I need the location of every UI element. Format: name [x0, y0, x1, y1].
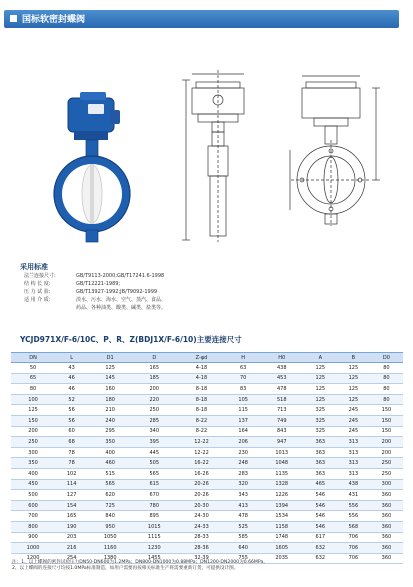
table-cell: 518 — [260, 394, 304, 405]
table-cell: 102 — [55, 468, 88, 479]
table-cell: 725 — [88, 500, 132, 511]
table-cell: 125 — [337, 373, 370, 384]
table-cell: 478 — [227, 511, 260, 522]
table-cell: 245 — [337, 415, 370, 426]
table-cell: 1013 — [260, 447, 304, 458]
table-cell: 1048 — [260, 458, 304, 469]
table-cell: 20-26 — [176, 490, 226, 501]
table-cell: 640 — [227, 543, 260, 554]
standards-title: 采用标准 — [20, 263, 48, 271]
table-cell: 165 — [55, 511, 88, 522]
table-cell: 343 — [227, 490, 260, 501]
table-cell: 600 — [11, 500, 55, 511]
table-cell: 395 — [132, 437, 176, 448]
table-cell: 245 — [337, 405, 370, 416]
table-cell: 63 — [227, 363, 260, 374]
table-cell: 105 — [227, 394, 260, 405]
table-cell: 1135 — [260, 468, 304, 479]
standard-label: 适 用 介 质: — [24, 297, 51, 303]
table-cell: 320 — [227, 479, 260, 490]
table-cell: 400 — [88, 447, 132, 458]
table-cell: 245 — [337, 426, 370, 437]
valve-photo — [40, 70, 170, 260]
table-cell: 438 — [337, 479, 370, 490]
table-row — [11, 437, 403, 448]
table-cell: 216 — [55, 543, 88, 554]
table-cell: 137 — [227, 415, 260, 426]
table-cell: 515 — [88, 468, 132, 479]
table-cell: 300 — [11, 447, 55, 458]
table-cell: 450 — [11, 479, 55, 490]
table-cell: 585 — [227, 532, 260, 543]
table-cell: 56 — [55, 415, 88, 426]
table-cell: 460 — [88, 458, 132, 469]
table-cell: 438 — [260, 363, 304, 374]
table-cell: 43 — [55, 363, 88, 374]
table-cell: 632 — [304, 553, 337, 564]
table-row — [11, 500, 403, 511]
table-cell: 125 — [337, 384, 370, 395]
table-cell: 1230 — [132, 543, 176, 554]
table-cell: 24-33 — [176, 521, 226, 532]
standard-value: 淡水、污水、海水、空气、蒸汽、食品、 — [76, 297, 167, 303]
table-cell: 165 — [132, 363, 176, 374]
table-row — [11, 468, 403, 479]
table-cell: 56 — [55, 405, 88, 416]
table-cell: 546 — [304, 500, 337, 511]
table-cell: 248 — [227, 458, 260, 469]
table-cell: 363 — [304, 437, 337, 448]
standard-row — [24, 280, 384, 288]
table-cell: 8-18 — [176, 384, 226, 395]
table-cell: 546 — [304, 511, 337, 522]
table-cell: 125 — [337, 363, 370, 374]
standard-row — [24, 288, 384, 296]
table-cell: 465 — [304, 479, 337, 490]
table-cell: 1200 — [11, 553, 55, 564]
table-cell: 80 — [370, 373, 403, 384]
table-cell: 413 — [227, 500, 260, 511]
table-cell: 1455 — [132, 553, 176, 564]
table-cell: 24-30 — [176, 511, 226, 522]
standard-label — [24, 304, 76, 312]
table-cell: 1115 — [132, 532, 176, 543]
table-cell: 80 — [370, 394, 403, 405]
title-marker-icon — [10, 15, 17, 22]
table-cell: 240 — [88, 415, 132, 426]
dimension-drawing — [172, 50, 407, 250]
table-cell: 840 — [88, 511, 132, 522]
table-cell: 360 — [370, 543, 403, 554]
table-row — [11, 490, 403, 501]
table-row — [11, 511, 403, 522]
table-cell: 16-26 — [176, 468, 226, 479]
table-cell: 1050 — [88, 532, 132, 543]
table-cell: 1226 — [260, 490, 304, 501]
table-row — [11, 415, 403, 426]
table-cell: 65 — [11, 373, 55, 384]
table-cell: 80 — [370, 384, 403, 395]
standard-row — [24, 296, 384, 304]
standard-value: GB/T13927-1992;JB/T9092-1999 — [76, 289, 158, 295]
dimension-table — [11, 352, 403, 564]
table-cell: 125 — [304, 384, 337, 395]
table-cell: 500 — [11, 490, 55, 501]
table-cell: 350 — [11, 458, 55, 469]
table-cell: 325 — [304, 426, 337, 437]
table-cell: 83 — [227, 384, 260, 395]
table-cell: 46 — [55, 384, 88, 395]
table-cell: 28-36 — [176, 543, 226, 554]
table-cell: 780 — [132, 500, 176, 511]
table-cell: 4-18 — [176, 373, 226, 384]
table-cell: 1328 — [260, 479, 304, 490]
table-cell: 8-22 — [176, 415, 226, 426]
table-cell: 200 — [370, 437, 403, 448]
table-row — [11, 543, 403, 554]
column-header: B — [337, 353, 370, 363]
table-row — [11, 426, 403, 437]
table-cell: 160 — [88, 384, 132, 395]
table-cell: 325 — [304, 405, 337, 416]
table-cell: 340 — [132, 426, 176, 437]
table-cell: 8-18 — [176, 405, 226, 416]
table-cell: 755 — [227, 553, 260, 564]
table-cell: 1000 — [11, 543, 55, 554]
table-cell: 100 — [11, 394, 55, 405]
table-cell: 150 — [370, 415, 403, 426]
table-row — [11, 405, 403, 416]
column-header: D — [132, 353, 176, 363]
table-cell: 46 — [55, 373, 88, 384]
table-cell: 453 — [260, 373, 304, 384]
table-cell: 360 — [370, 490, 403, 501]
table-cell: 285 — [132, 415, 176, 426]
table-cell: 1605 — [260, 543, 304, 554]
table-cell: 150 — [370, 405, 403, 416]
table-cell: 617 — [304, 532, 337, 543]
table-cell: 1160 — [88, 543, 132, 554]
table-cell: 313 — [337, 437, 370, 448]
table-cell: 800 — [11, 521, 55, 532]
table-cell: 125 — [11, 405, 55, 416]
table-cell: 363 — [304, 458, 337, 469]
table-cell: 125 — [88, 363, 132, 374]
table-cell: 32-39 — [176, 553, 226, 564]
table-cell: 250 — [11, 437, 55, 448]
table-cell: 1394 — [260, 500, 304, 511]
table-cell: 230 — [227, 447, 260, 458]
table-cell: 16-22 — [176, 458, 226, 469]
notes — [12, 560, 407, 573]
table-row — [11, 458, 403, 469]
table-cell: 200 — [370, 447, 403, 458]
table-cell: 250 — [370, 458, 403, 469]
table-cell: 80 — [370, 363, 403, 374]
standard-row — [24, 304, 384, 312]
table-cell: 546 — [304, 490, 337, 501]
table-cell: 363 — [304, 468, 337, 479]
table-cell: 313 — [337, 447, 370, 458]
standard-label: 压 力 试 验: — [24, 289, 51, 295]
table-cell: 947 — [260, 437, 304, 448]
table-cell: 360 — [370, 553, 403, 564]
table-cell: 568 — [337, 521, 370, 532]
table-cell: 1748 — [260, 532, 304, 543]
standard-label: 法兰连接尺寸: — [24, 273, 56, 279]
table-cell: 546 — [304, 521, 337, 532]
table-cell: 360 — [370, 521, 403, 532]
page-title: 国标软密封蝶阀 — [22, 15, 86, 25]
table-cell: 210 — [88, 405, 132, 416]
table-cell: 283 — [227, 468, 260, 479]
table-cell: 150 — [370, 426, 403, 437]
table-cell: 360 — [370, 532, 403, 543]
table-row — [11, 363, 403, 374]
table-cell: 505 — [132, 458, 176, 469]
table-cell: 254 — [55, 553, 88, 564]
table-cell: 190 — [55, 521, 88, 532]
table-cell: 203 — [55, 532, 88, 543]
table-cell: 615 — [132, 479, 176, 490]
column-header: H0 — [260, 353, 304, 363]
table-cell: 620 — [88, 490, 132, 501]
table-cell: 431 — [337, 490, 370, 501]
column-header: A — [304, 353, 337, 363]
table-row — [11, 373, 403, 384]
table-cell: 20-30 — [176, 500, 226, 511]
column-header: D0 — [370, 353, 403, 363]
table-cell: 843 — [260, 426, 304, 437]
column-header: DN — [11, 353, 55, 363]
table-cell: 632 — [304, 543, 337, 554]
standard-label: 结 构 长 度: — [24, 281, 51, 287]
table-cell: 478 — [260, 384, 304, 395]
table-cell: 220 — [132, 394, 176, 405]
table-cell: 706 — [337, 532, 370, 543]
table-cell: 154 — [55, 500, 88, 511]
note-line: 2、以上蝶阀的连接尺寸均按1.0MPa标准制造，如用户需要再按相关标准生产将需要重新订货，可提供设计图。 — [12, 566, 239, 572]
table-cell: 360 — [370, 511, 403, 522]
standards-list — [24, 272, 384, 312]
table-cell: 706 — [337, 553, 370, 564]
table-cell: 127 — [55, 490, 88, 501]
standard-value: 药品、各种油类、酸类、碱类、盐类等。 — [76, 305, 167, 311]
table-row — [11, 521, 403, 532]
table-cell: 350 — [88, 437, 132, 448]
column-header: D1 — [88, 353, 132, 363]
table-cell: 445 — [132, 447, 176, 458]
table-cell: 125 — [304, 394, 337, 405]
table-cell: 114 — [55, 479, 88, 490]
title-bar — [4, 10, 399, 28]
table-cell: 363 — [304, 447, 337, 458]
table-cell: 78 — [55, 458, 88, 469]
standard-row — [24, 272, 384, 280]
table-row — [11, 532, 403, 543]
table-cell: 706 — [337, 543, 370, 554]
table-cell: 295 — [88, 426, 132, 437]
table-cell: 700 — [11, 511, 55, 522]
table-cell: 52 — [55, 394, 88, 405]
table-cell: 185 — [132, 373, 176, 384]
table-cell: 4-18 — [176, 363, 226, 374]
table-cell: 164 — [227, 426, 260, 437]
table-row — [11, 479, 403, 490]
table-cell: 125 — [304, 363, 337, 374]
table-cell: 250 — [370, 468, 403, 479]
standard-value: GB/T12221-1989; — [76, 281, 121, 287]
table-cell: 713 — [260, 405, 304, 416]
table-row — [11, 447, 403, 458]
table-cell: 50 — [11, 363, 55, 374]
model-heading: YCJD971X/F-6/10C、P、R、Z(BDJ1X/F-6/10)主要连接尺寸 — [20, 335, 242, 344]
table-cell: 565 — [88, 479, 132, 490]
column-header: H — [227, 353, 260, 363]
column-header: Z-φd — [176, 353, 226, 363]
table-cell: 125 — [304, 373, 337, 384]
table-row — [11, 394, 403, 405]
table-cell: 60 — [55, 426, 88, 437]
table-cell: 180 — [88, 394, 132, 405]
table-cell: 250 — [132, 405, 176, 416]
table-cell: 78 — [55, 447, 88, 458]
table-cell: 360 — [370, 500, 403, 511]
table-cell: 313 — [337, 468, 370, 479]
table-cell: 125 — [337, 394, 370, 405]
table-cell: 565 — [132, 468, 176, 479]
table-cell: 325 — [304, 415, 337, 426]
table-cell: 2035 — [260, 553, 304, 564]
table-cell: 150 — [11, 415, 55, 426]
table-cell: 556 — [337, 511, 370, 522]
table-cell: 670 — [132, 490, 176, 501]
table-cell: 556 — [337, 500, 370, 511]
table-row — [11, 384, 403, 395]
table-cell: 895 — [132, 511, 176, 522]
table-header-row — [11, 353, 403, 363]
table-cell: 8-18 — [176, 394, 226, 405]
table-cell: 12-22 — [176, 437, 226, 448]
table-cell: 80 — [11, 384, 55, 395]
table-cell: 313 — [337, 458, 370, 469]
table-cell: 900 — [11, 532, 55, 543]
table-cell: 525 — [227, 521, 260, 532]
table-cell: 950 — [88, 521, 132, 532]
table-cell: 400 — [11, 468, 55, 479]
table-cell: 206 — [227, 437, 260, 448]
table-cell: 1380 — [88, 553, 132, 564]
table-cell: 28-33 — [176, 532, 226, 543]
table-cell: 200 — [132, 384, 176, 395]
table-cell: 8-22 — [176, 426, 226, 437]
table-cell: 749 — [260, 415, 304, 426]
table-cell: 145 — [88, 373, 132, 384]
note-line: 注：1、以上蝶阀的密封试验压力DN50-DN600为1.2MPa；DN800-DN1000为0.88MPa；DN1200-DN2000为0.66MPa。 — [12, 560, 268, 565]
table-cell: 300 — [370, 479, 403, 490]
table-cell: 20-26 — [176, 479, 226, 490]
table-cell: 200 — [11, 426, 55, 437]
standard-value: GB/T9113-2000;GB/T17241.6-1998 — [76, 273, 165, 279]
column-header: L — [55, 353, 88, 363]
table-cell: 1534 — [260, 511, 304, 522]
table-cell: 12-22 — [176, 447, 226, 458]
table-cell: 1015 — [132, 521, 176, 532]
table-cell: 68 — [55, 437, 88, 448]
table-cell: 70 — [227, 373, 260, 384]
table-cell: 115 — [227, 405, 260, 416]
table-cell: 1158 — [260, 521, 304, 532]
